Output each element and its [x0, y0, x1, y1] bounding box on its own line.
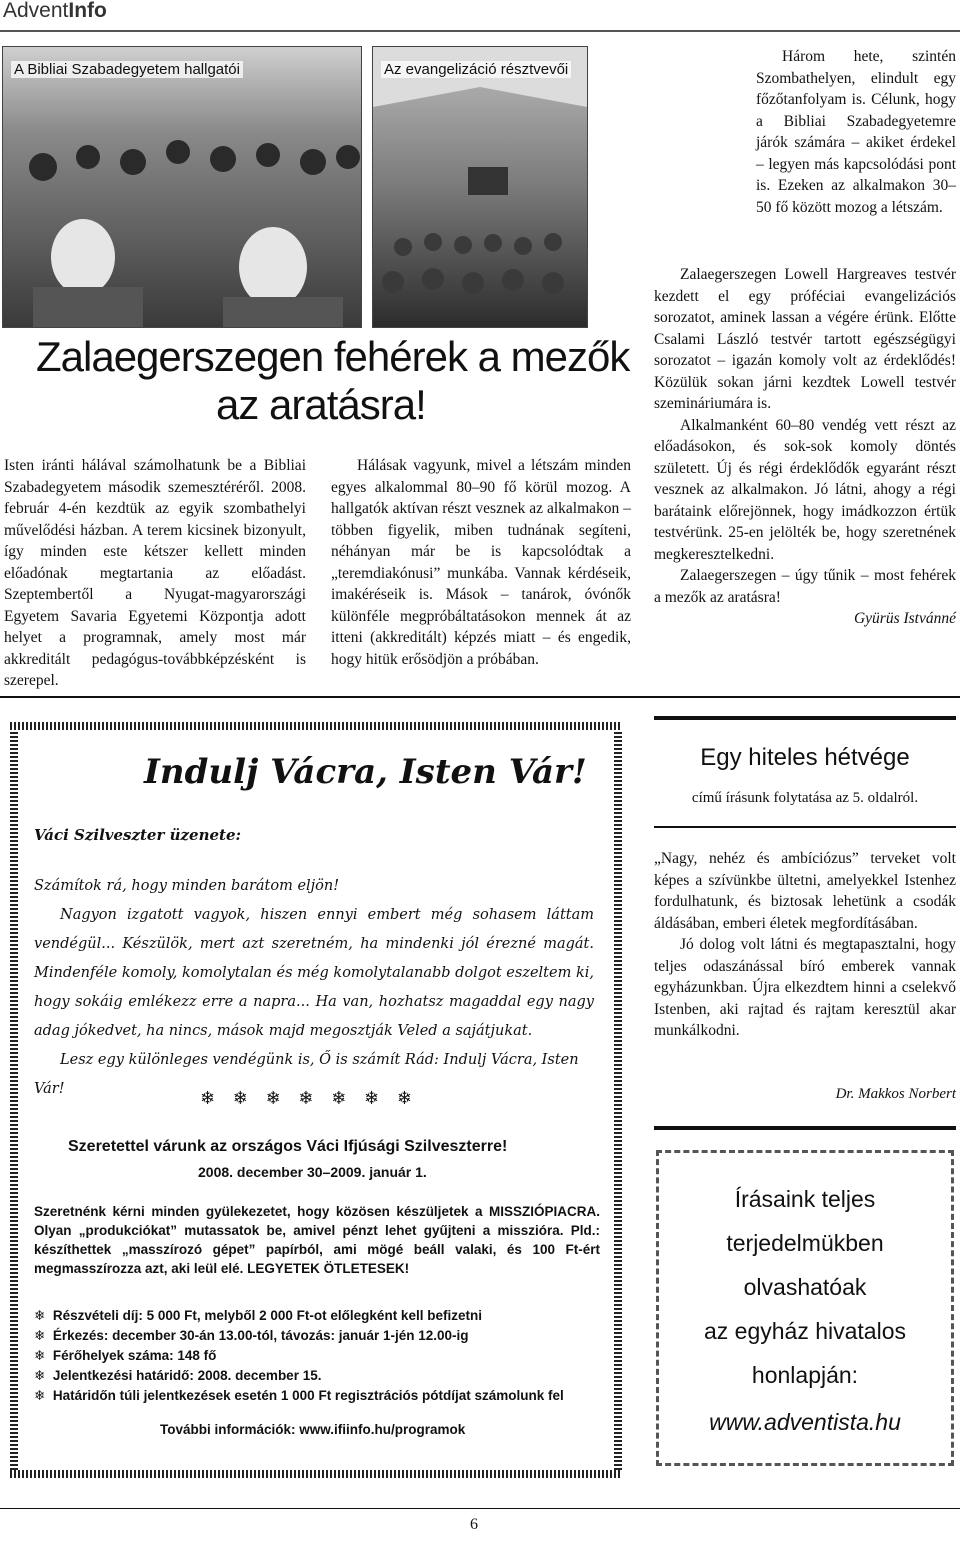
article-column-3 [654, 264, 956, 630]
side-article-top-rule [654, 716, 956, 720]
side-article-body [654, 848, 956, 1042]
notice-line: terjedelmükben [726, 1230, 884, 1256]
footer-rule [0, 1508, 960, 1509]
ad-dates: 2008. december 30–2009. január 1. [198, 1164, 427, 1180]
list-item: ❄ Határidőn túli jelentkezések esetén 1 000 Ft regisztrációs pótdíjat számolunk fel [34, 1388, 564, 1404]
snowflake-icon: ❄ [34, 1368, 46, 1384]
ad-message-line: Számítok rá, hogy minden barátom eljön! [34, 878, 340, 894]
article-paragraph: Hálásak vagyunk, mivel a létszám minden egyes alkalommal 80–90 fő körül mozog. A hallgatók aktívan részt vesznek az alkalmakon – többen figyelik, miben tudnának segíteni, néhányan már be is kapcsolódtak a „teremdiakónusi” munkába. Vannak kérdéseik, imakéréseik is. Mások – tanárok, óvónők különféle megpróbáltatásokon mennek át az itteni (akkreditált) képzés miatt – és engedik, hogy hitük erősödjön a próbában. [331, 457, 631, 668]
side-article-bottom-rule [654, 1126, 956, 1130]
section-divider [0, 696, 960, 698]
article-column-1 [4, 455, 306, 692]
article-paragraph: Három hete, szintén Szombathelyen, elindult egy főzőtanfolyam is. Célunk, hogy a Bibliai Szabadegyetemre járók számára – akiket érdekel – legyen más kapcsolódási pont is. Ezeken az alkalmakon 30–50 fő között mozog a létszám. [756, 48, 956, 216]
photo-evangelization [372, 46, 588, 328]
notice-line: olvashatóak [743, 1274, 867, 1300]
article-paragraph: Zalaegerszegen Lowell Hargreaves testvér kezdett el egy próféciai evangelizációs sorozatot, aminek lassan a végére érünk. Előtte Csalami László testvér tartott egészségügyi sorozatot – igazán komoly volt az érdeklődés! Közülük sokan járni kezdtek Lowell testvér szemináriumára is. [654, 266, 956, 412]
photo-caption-students: A Bibliai Szabadegyetem hallgatói [11, 61, 243, 78]
audience-photo [3, 47, 361, 327]
snowflake-icon: ❄ [34, 1308, 46, 1324]
ad-title: Indulj Vácra, Isten Vár! [144, 752, 587, 792]
photo-caption-evangelization: Az evangelizáció résztvevői [381, 61, 571, 78]
article-headline-line2: az aratásra! [216, 381, 426, 428]
ad-message-body: Nagyon izgatott vagyok, hiszen ennyi embert még sohasem láttam vendégül... Készülök, mert azt szeretném, ha mindenki jól érezné magát. Mindenféle komoly, komolytalan és még komolytalanabb dolgot eszeltem ki, hogy sokáig emlékezz erre a napra... Ha van, hozhatsz magaddal egy nagy adag jókedvet, ha nincs, mások majd megosztják Veled a sajátjukat. [34, 907, 594, 1039]
ad-request: Szeretnénk kérni minden gyülekezetet, hogy közösen készüljetek a MISSZIÓPIACRA. Olyan „produkciókat” mutassatok be, amivel pénzt lehet gyűjteni a misszióra. Pld.: készíthettek „masszírozó gépet” papírból, ami mögé beáll valaki, és 100 Ft-ért megmasszírozza azt, aki leül elé. LEGYETEK ÖTLETESEK! [34, 1204, 600, 1276]
photo-students [2, 46, 362, 328]
event-ad-box [0, 712, 632, 1488]
hall-photo [373, 47, 587, 327]
article-headline-line1: Zalaegerszegen fehérek a mezők [36, 333, 630, 380]
notice-line: Írásaink teljes [734, 1186, 876, 1212]
brand-logo: AdventInfo [3, 0, 107, 22]
list-item: ❄ Jelentkezési határidő: 2008. december 15. [34, 1368, 322, 1384]
ad-subtitle: Váci Szilveszter üzenete: [34, 826, 242, 844]
ad-message-line: Lesz egy különleges vendégünk is, Ő is számít Rád: Indulj Vácra, Isten Vár! [34, 1052, 579, 1097]
list-item: ❄ Részvételi díj: 5 000 Ft, melyből 2 000 Ft-ot előlegként kell befizetni [34, 1308, 482, 1324]
snowflake-icon: ❄ [34, 1388, 46, 1404]
article-paragraph: Alkalmanként 60–80 vendég vett részt az előadásokon, és sok-sok komoly döntés született. Új és régi érdeklődők egyaránt részt vesznek az alkalmakon. Jó látni, ahogy a régi barátaink előrejönnek, hogy imádkozzon értük testvérünk. 25-en jelölték be, hogy szeretnének megkeresztelkedni. [654, 416, 956, 563]
list-item: ❄ Férőhelyek száma: 148 fő [34, 1348, 217, 1364]
list-item: ❄ Érkezés: december 30-án 13.00-tól, távozás: január 1-jén 12.00-ig [34, 1328, 469, 1344]
side-article-rule [654, 826, 956, 828]
side-article-author: Dr. Makkos Norbert [835, 1086, 956, 1102]
article-column-3-top [756, 46, 956, 218]
article-paragraph: Zalaegerszegen – úgy tűnik – most fehérek a mezők az aratásra! [654, 567, 956, 606]
ad-message [34, 872, 594, 1104]
side-paragraph: „Nagy, nehéz és ambíciózus” terveket volt képes a szívünkbe ültetni, amelyekkel Istenhez fordulhatunk, és biztosak lehetünk a csodák áldásában, emberi életek megfordításában. [654, 850, 956, 932]
snowflake-icon: ❄ [34, 1328, 46, 1344]
snowflake-row-icon: ❄ ❄ ❄ ❄ ❄ ❄ ❄ [200, 1088, 418, 1109]
page-number: 6 [470, 1516, 478, 1533]
ad-invite: Szeretettel várunk az országos Váci Ifjúsági Szilveszterre! [68, 1138, 508, 1155]
snowflake-icon: ❄ [34, 1348, 46, 1364]
article-column-2 [331, 455, 631, 670]
side-article-continued: című írásunk folytatása az 5. oldalról. [691, 790, 919, 806]
ad-details-list [34, 1306, 600, 1406]
notice-text [659, 1177, 951, 1397]
ad-more-info: További információk: www.ifiinfo.hu/programok [160, 1422, 466, 1437]
notice-url[interactable]: www.adventista.hu [709, 1409, 901, 1435]
side-article-title: Egy hiteles hétvége [700, 744, 910, 771]
notice-line: honlapján: [751, 1362, 859, 1388]
website-notice-box [656, 1150, 954, 1466]
article-paragraph: Isten iránti hálával számolhatunk be a Bibliai Szabadegyetem második szemesztéréről. 2008. február 4-én kezdtük az egyik szombathelyi művelődési házban. A terem kicsinek bizonyult, így minden este kétszer kellett minden előadónak megtartania az előadást. Szeptembertől a Nyugat-magyarországi Egyetem Savaria Egyetemi Központja adott helyet a programnak, amely most már akkreditált pedagógus-továbbképzésként is szerepel. [4, 457, 306, 689]
article-author: Gyürüs Istvánné [853, 610, 956, 627]
masthead [0, 0, 960, 32]
notice-line: az egyház hivatalos [703, 1318, 906, 1344]
side-paragraph: Jó dolog volt látni és megtapasztalni, hogy teljes odaszánással bíró emberek vannak egyházunkban. Újra elkezdtem hinni a cselekvő Istenben, aki rajtad és rajtam keresztül akar munkálkodni. [654, 936, 956, 1039]
